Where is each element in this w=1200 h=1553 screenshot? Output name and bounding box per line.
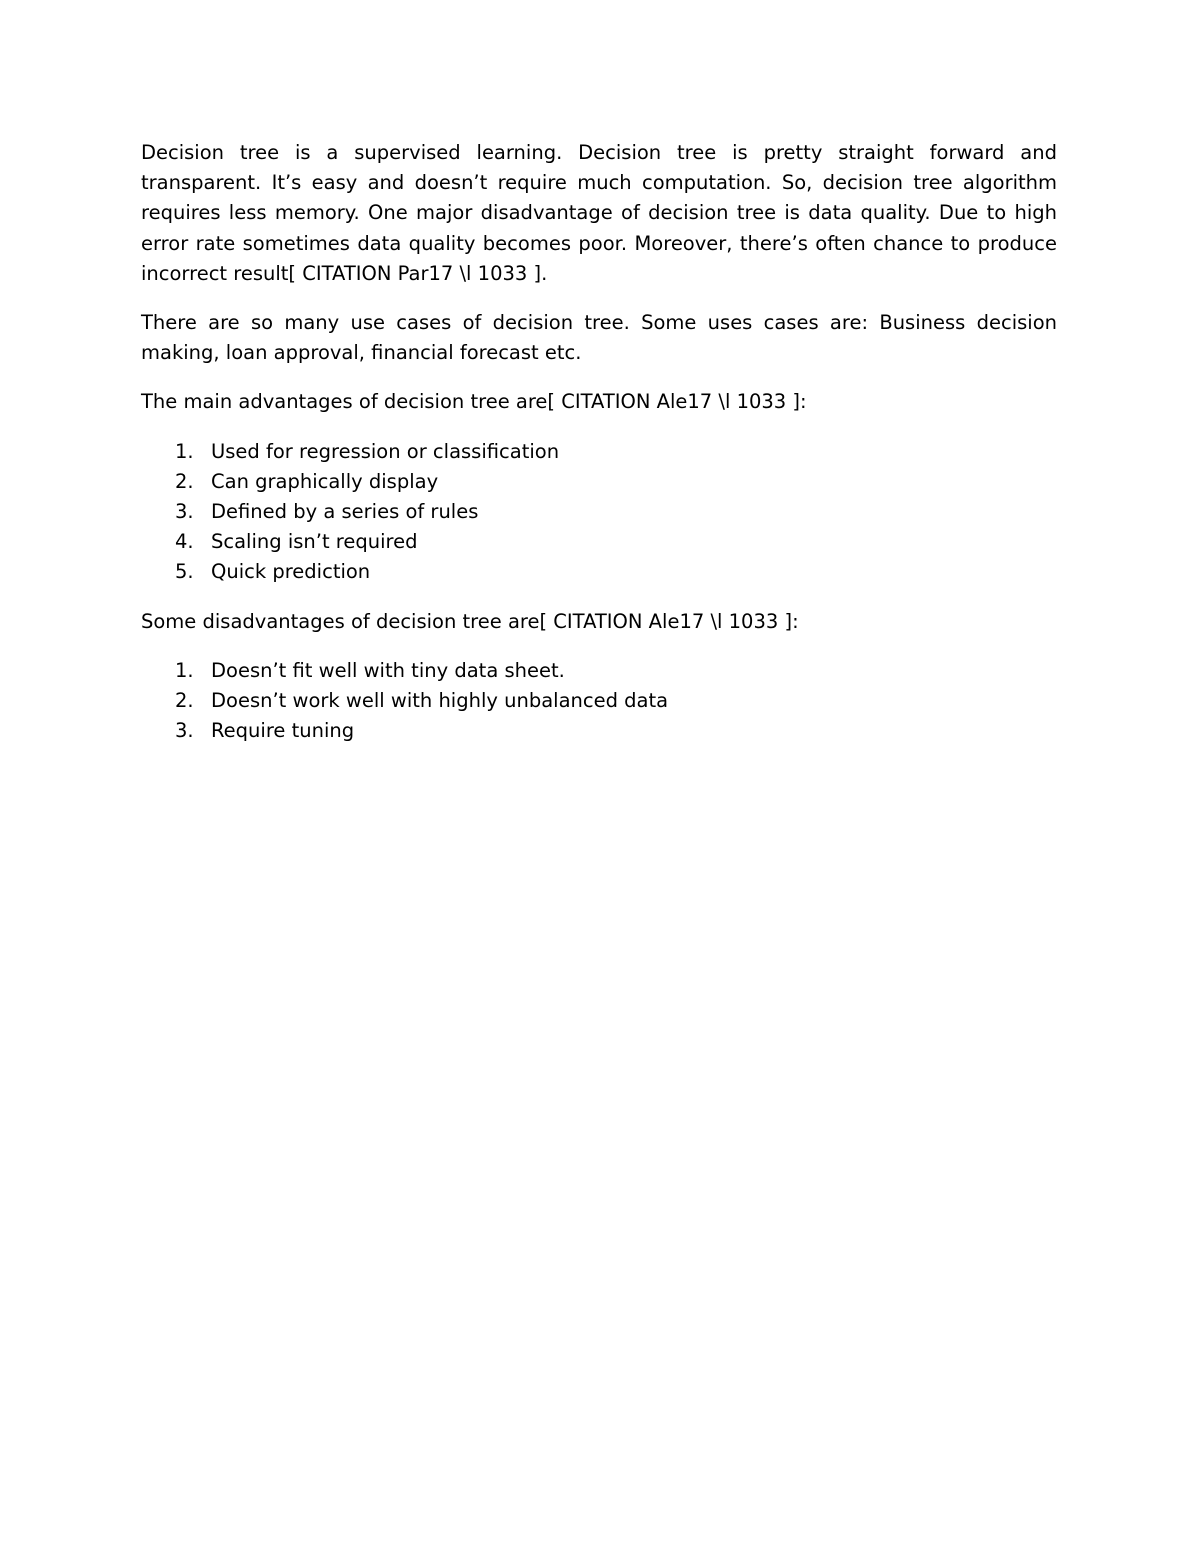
advantages-intro: The main advantages of decision tree are[ CITATION Ale17 \l 1033 ]: <box>141 390 807 414</box>
paragraph-use-cases: There are so many use cases of decision tree. Some uses cases are: Business decision making, loan approval, financial forecast etc. <box>141 311 1057 365</box>
list-item-text: Quick prediction <box>211 560 371 584</box>
list-number: 2. <box>175 469 194 493</box>
list-item <box>141 497 1057 527</box>
list-item <box>141 716 1057 746</box>
paragraph-intro: Decision tree is a supervised learning. Decision tree is pretty straight forward and transparent. It’s easy and doesn’t require much computation. So, decision tree algorithm requires less memory. One major disadvantage of decision tree is data quality. Due to high error rate sometimes data quality becomes poor. Moreover, there’s often chance to produce incorrect result[ CITATION Par17 \l 1033 ]. <box>141 141 1057 285</box>
list-item-text: Used for regression or classification <box>211 439 560 463</box>
list-item <box>141 656 1057 686</box>
list-item <box>141 557 1057 587</box>
advantages-list <box>141 437 1057 588</box>
list-number: 1. <box>175 658 194 682</box>
list-number: 1. <box>175 439 194 463</box>
list-item <box>141 527 1057 557</box>
disadvantages-list <box>141 656 1057 747</box>
list-item-text: Defined by a series of rules <box>211 500 479 524</box>
list-number: 4. <box>175 530 194 554</box>
document-body <box>141 138 1057 765</box>
list-item-text: Can graphically display <box>211 469 439 493</box>
list-item <box>141 437 1057 467</box>
list-number: 3. <box>175 500 194 524</box>
list-item-text: Require tuning <box>211 719 355 743</box>
list-item-text: Doesn’t fit well with tiny data sheet. <box>211 658 565 682</box>
list-item-text: Doesn’t work well with highly unbalanced data <box>211 689 669 713</box>
disadvantages-intro: Some disadvantages of decision tree are[ CITATION Ale17 \l 1033 ]: <box>141 609 799 633</box>
list-item <box>141 467 1057 497</box>
list-item <box>141 686 1057 716</box>
list-number: 2. <box>175 689 194 713</box>
list-item-text: Scaling isn’t required <box>211 530 418 554</box>
list-number: 5. <box>175 560 194 584</box>
list-number: 3. <box>175 719 194 743</box>
